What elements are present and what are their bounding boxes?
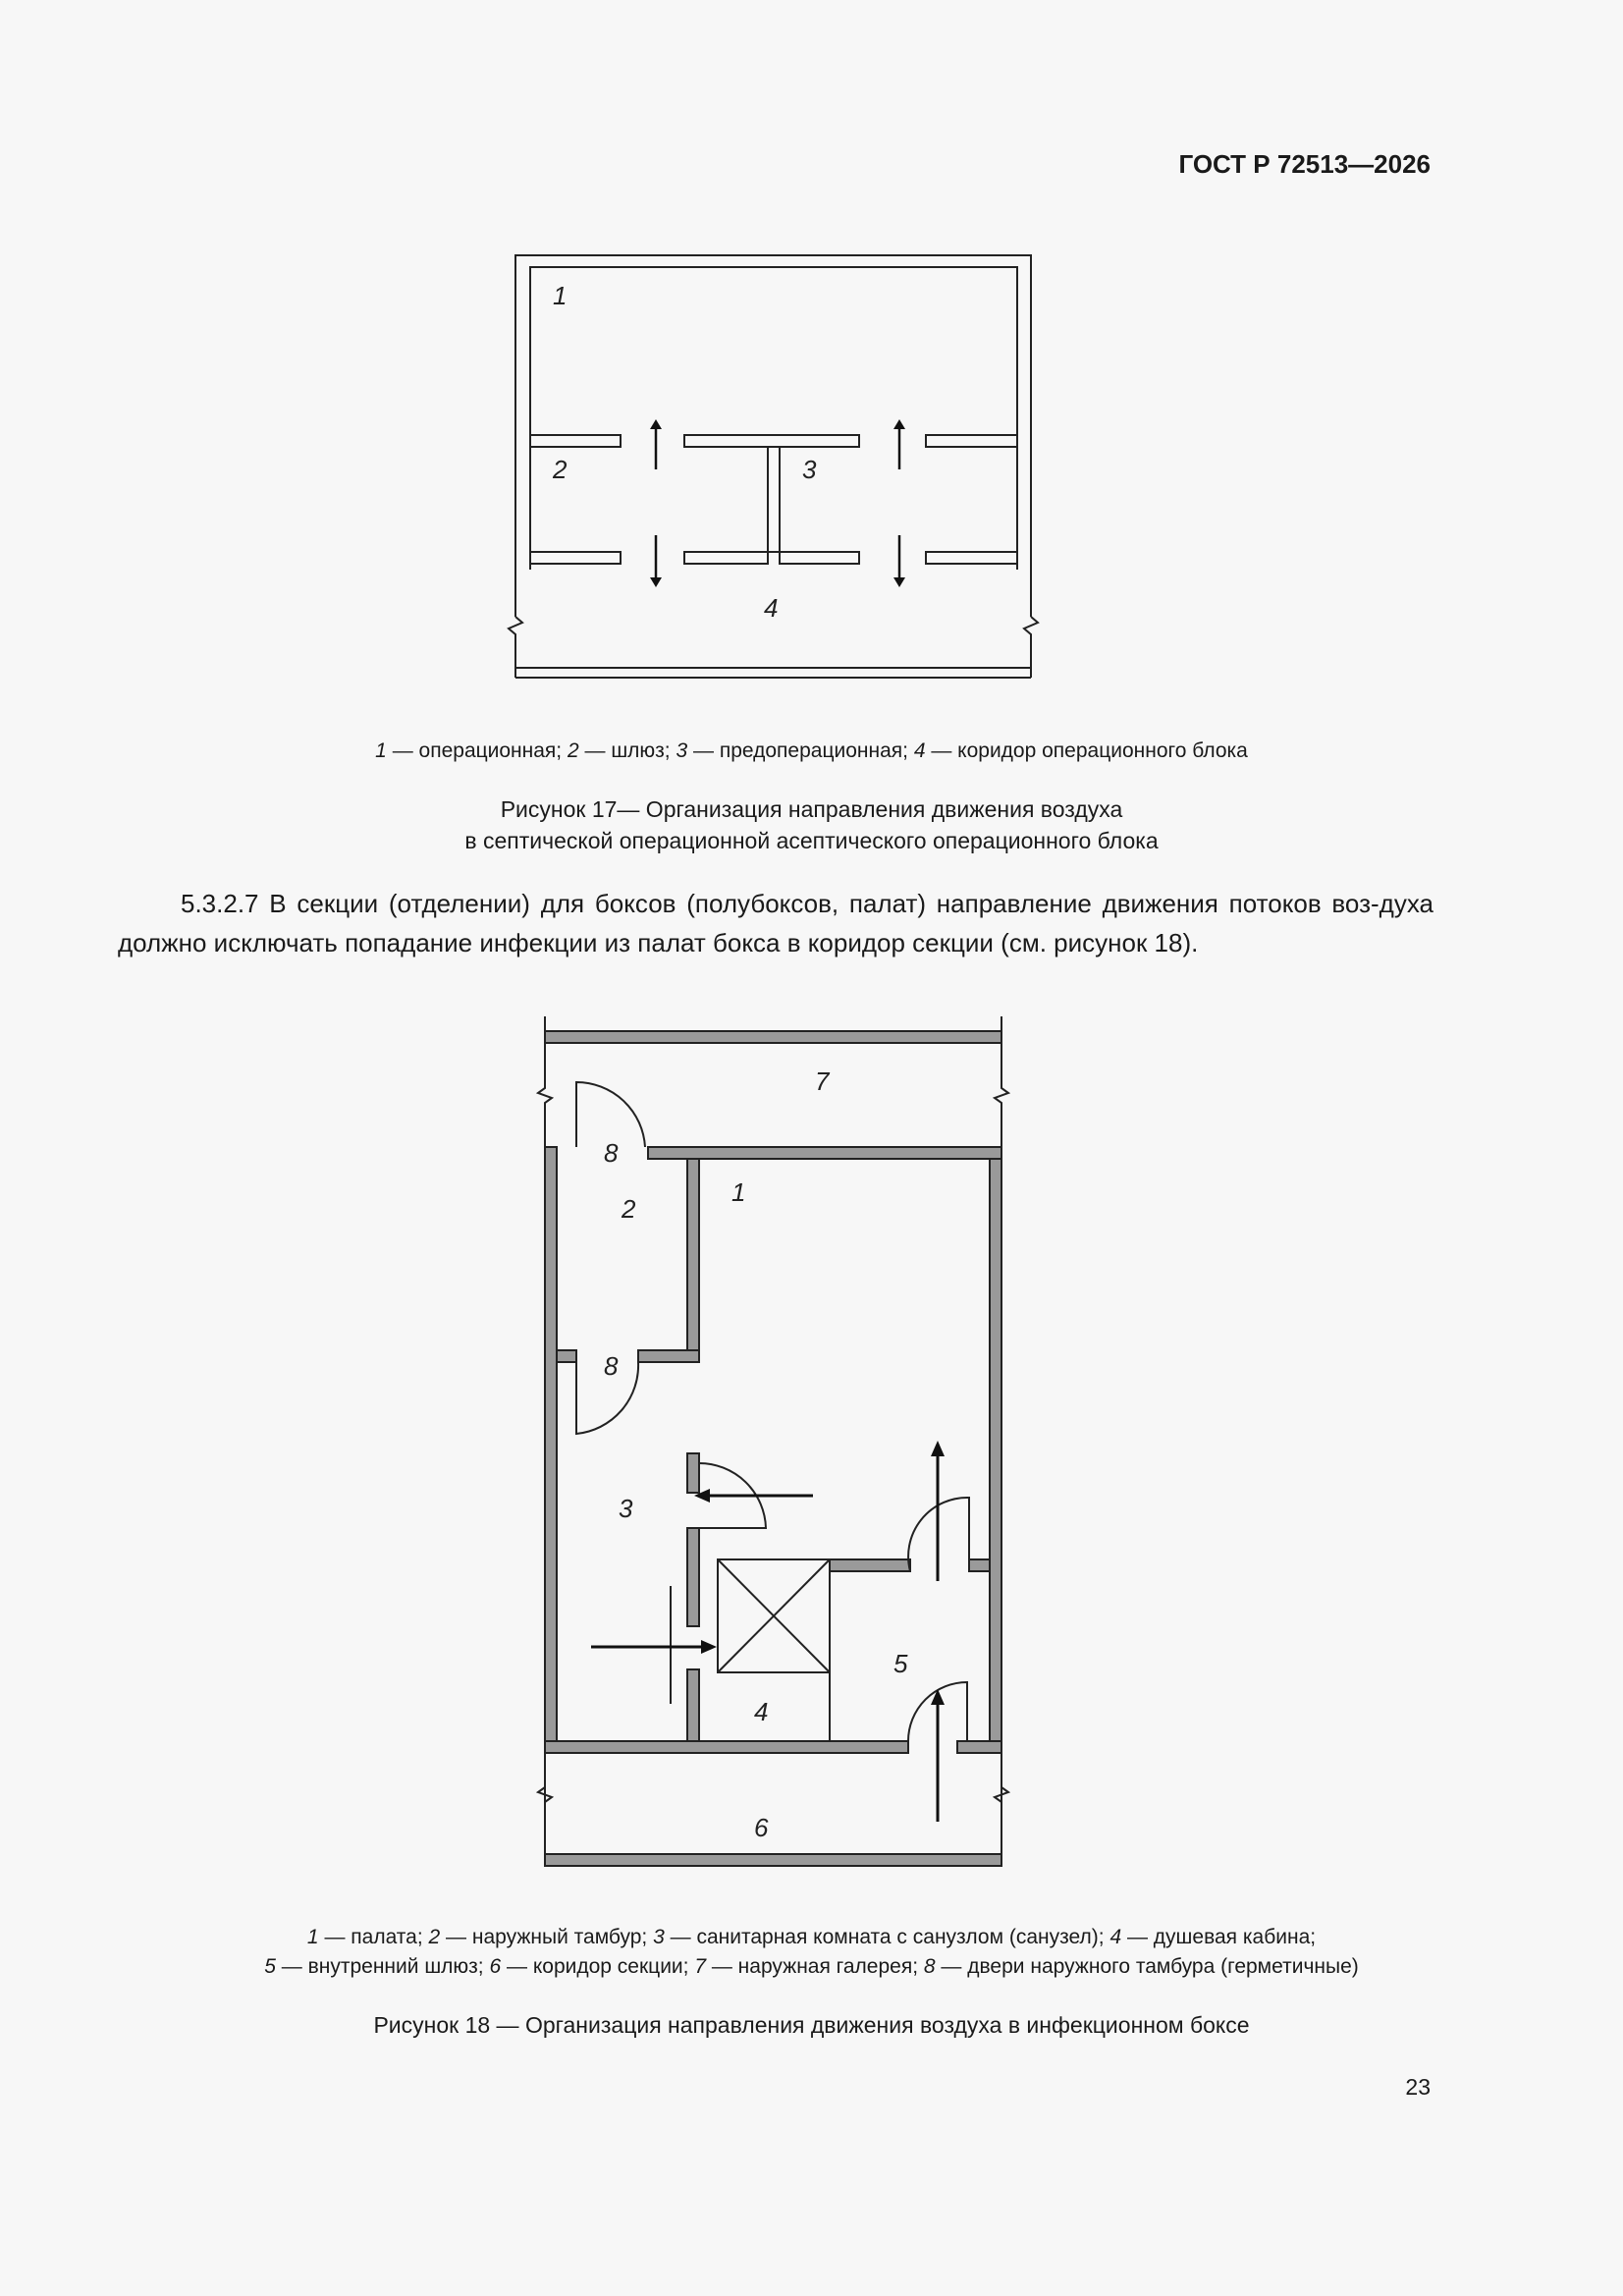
fig17-label-4: 4 (764, 593, 779, 623)
fig18-label-3: 3 (619, 1494, 633, 1523)
page-number: 23 (1405, 2074, 1431, 2100)
figure-18-caption: Рисунок 18 — Организация направления движения воздуха в инфекционном боксе (373, 2012, 1250, 2038)
fig18-label-8-mid: 8 (604, 1351, 619, 1381)
fig17-label-2: 2 (553, 455, 568, 484)
fig18-label-1: 1 (731, 1177, 746, 1207)
figure-17-caption: Рисунок 17— Организация направления движения воздуха в септической операционной асептического операционного блока (464, 796, 1159, 853)
figure-18-plan (0, 982, 1623, 1925)
figure-17-legend: 1 — операционная; 2 — шлюз; 3 — предоперационная; 4 — коридор операционного блока (375, 739, 1248, 762)
fig18-label-6: 6 (754, 1813, 769, 1842)
fig17-label-1: 1 (553, 281, 568, 310)
fig18-label-7: 7 (815, 1066, 830, 1096)
section-paragraph: 5.3.2.7 В секции (отделении) для боксов (полубоксов, палат) направление движения потоков воз-духа должно исключать попадание инфекции из палат бокса в коридор секции (см. рисунок 18). (118, 889, 1434, 957)
fig18-label-5: 5 (893, 1649, 908, 1678)
document-code: ГОСТ Р 72513—2026 (1178, 149, 1431, 179)
figure-17-plan (0, 0, 1623, 707)
figure-18-legend: 1 — палата; 2 — наружный тамбур; 3 — санитарная комната с санузлом (санузел); 4 — душевая кабина; 5 — внутренний шлюз; 6 — коридор секции; 7 — наружная галерея; 8 — двери наружного тамбура (герметичные) (264, 1926, 1359, 1978)
fig18-label-2: 2 (622, 1194, 636, 1224)
fig18-label-4: 4 (754, 1697, 769, 1726)
fig18-label-8-top: 8 (604, 1138, 619, 1168)
fig17-label-3: 3 (802, 455, 817, 484)
